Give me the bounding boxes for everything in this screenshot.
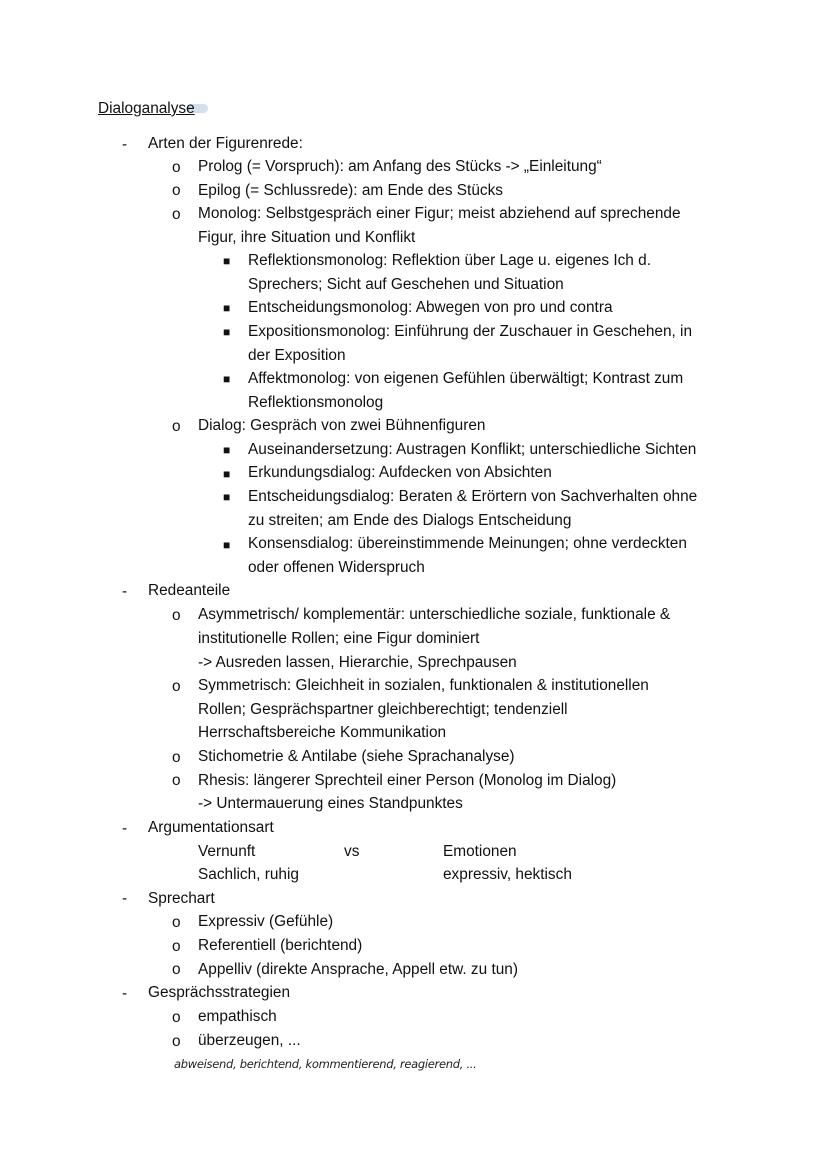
list-item-erkundungsdialog: Erkundungsdialog: Aufdecken von Absichten: [248, 464, 552, 481]
dash-bullet: -: [122, 820, 128, 837]
argument-right-desc: expressiv, hektisch: [443, 866, 572, 883]
handwritten-note: abweisend, berichtend, kommentierend, reagierend, ...: [174, 1057, 477, 1071]
list-item-asymmetrisch-cont: institutionelle Rollen; eine Figur dominiert: [198, 630, 480, 647]
list-item-rhesis-arrow: -> Untermauerung eines Standpunktes: [198, 795, 463, 812]
argument-left-label: Vernunft: [198, 843, 256, 860]
circle-bullet: o: [172, 418, 181, 435]
square-bullet: ■: [223, 301, 231, 315]
list-item-monolog: Monolog: Selbstgespräch einer Figur; meist abziehend auf sprechende: [198, 205, 681, 222]
list-item-affektmonolog-cont: Reflektionsmonolog: [248, 394, 384, 411]
dash-bullet: -: [122, 985, 128, 1002]
list-item-reflektionsmonolog: Reflektionsmonolog: Reflektion über Lage u. eigenes Ich d.: [248, 252, 651, 269]
list-item-epilog: Epilog (= Schlussrede): am Ende des Stücks: [198, 182, 503, 199]
dash-bullet: -: [122, 583, 128, 600]
list-item-referentiell: Referentiell (berichtend): [198, 937, 363, 954]
section-heading-gespraechsstrategien: Gesprächsstrategien: [148, 984, 291, 1001]
list-item-symmetrisch-cont2: Herrschaftsbereiche Kommunikation: [198, 724, 447, 741]
dash-bullet: -: [122, 890, 128, 907]
page-title: Dialoganalyse: [98, 100, 195, 117]
section-heading-redeanteile: Redeanteile: [148, 582, 231, 599]
circle-bullet: o: [172, 938, 181, 955]
square-bullet: ■: [223, 538, 231, 552]
list-item-entscheidungsdialog-cont: zu streiten; am Ende des Dialogs Entscheidung: [248, 512, 572, 529]
square-bullet: ■: [223, 372, 231, 386]
square-bullet: ■: [223, 325, 231, 339]
square-bullet: ■: [223, 254, 231, 268]
circle-bullet: o: [172, 206, 181, 223]
circle-bullet: o: [172, 1033, 181, 1050]
list-item-ueberzeugen: überzeugen, ...: [198, 1032, 301, 1049]
circle-bullet: o: [172, 182, 181, 199]
list-item-asymmetrisch: Asymmetrisch/ komplementär: unterschiedliche soziale, funktionale &: [198, 606, 671, 623]
list-item-entscheidungsmonolog: Entscheidungsmonolog: Abwegen von pro und contra: [248, 299, 613, 316]
list-item-appelliv: Appelliv (direkte Ansprache, Appell etw. zu tun): [198, 961, 518, 978]
list-item-monolog-cont: Figur, ihre Situation und Konflikt: [198, 229, 416, 246]
list-item-auseinandersetzung: Auseinandersetzung: Austragen Konflikt; unterschiedliche Sichten: [248, 441, 697, 458]
list-item-reflektionsmonolog-cont: Sprechers; Sicht auf Geschehen und Situation: [248, 276, 564, 293]
circle-bullet: o: [172, 914, 181, 931]
versus-label: vs: [344, 843, 360, 860]
section-heading-sprechart: Sprechart: [148, 890, 215, 907]
circle-bullet: o: [172, 749, 181, 766]
circle-bullet: o: [172, 159, 181, 176]
argument-left-desc: Sachlich, ruhig: [198, 866, 299, 883]
circle-bullet: o: [172, 1009, 181, 1026]
list-item-empathisch: empathisch: [198, 1008, 277, 1025]
list-item-expositionsmonolog-cont: der Exposition: [248, 347, 346, 364]
circle-bullet: o: [172, 678, 181, 695]
list-item-konsensdialog-cont: oder offenen Widerspruch: [248, 559, 425, 576]
list-item-konsensdialog: Konsensdialog: übereinstimmende Meinungen; ohne verdeckten: [248, 535, 687, 552]
list-item-stichometrie: Stichometrie & Antilabe (siehe Sprachanalyse): [198, 748, 515, 765]
circle-bullet: o: [172, 772, 181, 789]
dash-bullet: -: [122, 136, 128, 153]
list-item-symmetrisch-cont: Rollen; Gesprächspartner gleichberechtigt; tendenziell: [198, 701, 568, 718]
circle-bullet: o: [172, 607, 181, 624]
list-item-affektmonolog: Affektmonolog: von eigenen Gefühlen überwältigt; Kontrast zum: [248, 370, 684, 387]
section-heading-figurenrede: Arten der Figurenrede:: [148, 135, 303, 152]
list-item-expressiv: Expressiv (Gefühle): [198, 913, 334, 930]
list-item-expositionsmonolog: Expositionsmonolog: Einführung der Zuschauer in Geschehen, in: [248, 323, 693, 340]
square-bullet: ■: [223, 467, 231, 481]
argument-right-label: Emotionen: [443, 843, 517, 860]
circle-bullet: o: [172, 961, 181, 978]
section-heading-argumentationsart: Argumentationsart: [148, 819, 274, 836]
list-item-symmetrisch: Symmetrisch: Gleichheit in sozialen, funktionalen & institutionellen: [198, 677, 649, 694]
square-bullet: ■: [223, 490, 231, 504]
list-item-entscheidungsdialog: Entscheidungsdialog: Beraten & Erörtern von Sachverhalten ohne: [248, 488, 698, 505]
list-item-prolog: Prolog (= Vorspruch): am Anfang des Stücks -> „Einleitung“: [198, 158, 602, 175]
list-item-asymmetrisch-arrow: -> Ausreden lassen, Hierarchie, Sprechpausen: [198, 654, 517, 671]
list-item-rhesis: Rhesis: längerer Sprechteil einer Person (Monolog im Dialog): [198, 772, 617, 789]
list-item-dialog: Dialog: Gespräch von zwei Bühnenfiguren: [198, 417, 486, 434]
square-bullet: ■: [223, 443, 231, 457]
